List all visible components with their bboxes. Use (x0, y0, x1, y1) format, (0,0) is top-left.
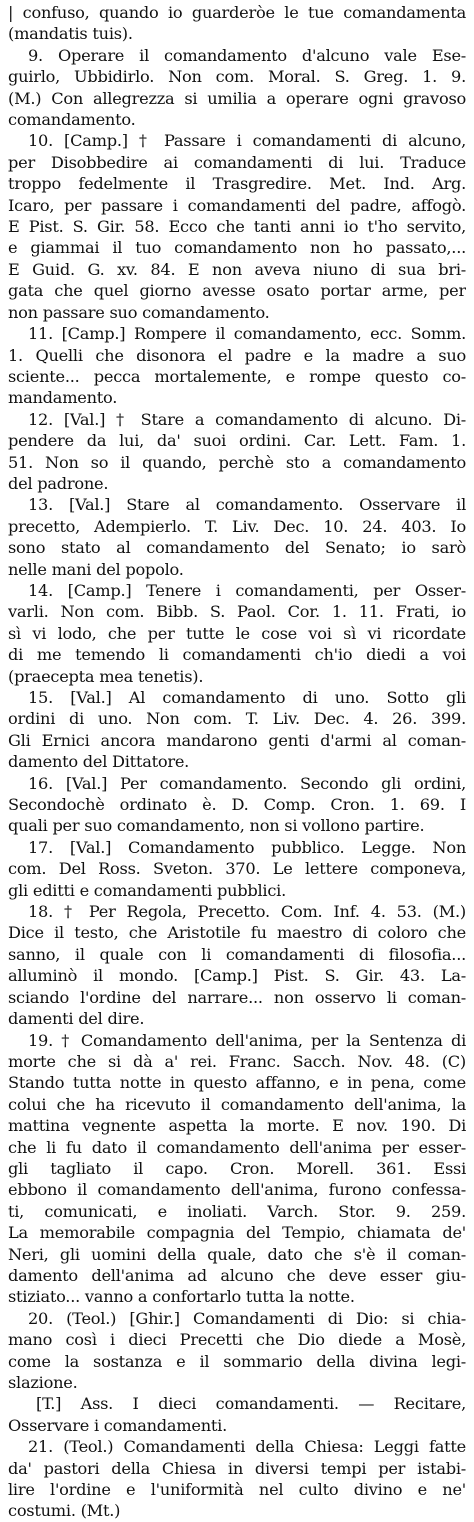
text-line: Stando tutta notte in questo affanno, e in pena, come (8, 1073, 466, 1093)
text-line: 51. Non so il quando, perchè sto a comandamento (8, 452, 466, 472)
text-line: 1. Quelli che disonora el padre e la madre a suo (8, 345, 466, 365)
entry-12-heading: 12. [Val.] † Stare a comandamento di alcuno. Di- (28, 409, 466, 429)
text-line: guirlo, Ubbidirlo. Non com. Moral. S. Greg. 1. 9. (8, 67, 466, 87)
text-line: E Pist. S. Gir. 58. Ecco che tanti anni io t'ho servito, (8, 217, 466, 237)
text-line: per Disobbedire ai comandamenti di lui. Traduce (8, 152, 466, 172)
text-line: colui che ha ricevuto il comandamento dell'anima, la (8, 1094, 466, 1114)
text-line: La memorabile compagnia del Tempio, chiamata de' (8, 1223, 466, 1243)
entry-21-heading: 21. (Teol.) Comandamenti della Chiesa: Leggi fatte (28, 1437, 466, 1457)
entry-14-heading: 14. [Camp.] Tenere i comandamenti, per Osser- (28, 580, 466, 600)
entry-16-heading: 16. [Val.] Per comandamento. Secondo gli ordini, (28, 773, 466, 793)
text-line: | confuso, quando io guarderòe le tue comandamenta (8, 3, 466, 22)
text-line: sì vi lodo, che per tutte le cose voi sì vi ricordate (8, 623, 466, 643)
text-line: Neri, gli uomini della quale, dato che s'è il coman- (8, 1244, 466, 1264)
text-line: damento del Dittatore. (8, 752, 190, 772)
text-line: Gli Ernici ancora mandarono genti d'armi al coman- (8, 730, 466, 750)
entry-11-heading: 11. [Camp.] Rompere il comandamento, ecc. Somm. (28, 324, 466, 344)
text-line: slazione. (8, 1373, 78, 1392)
entry-15-heading: 15. [Val.] Al comandamento di uno. Sotto gli (28, 688, 466, 707)
text-line: Icaro, per passare i comandamenti del padre, affogò. (8, 195, 466, 215)
entry-10-heading: 10. [Camp.] † Passare i comandamenti di alcuno, (28, 131, 466, 151)
text-line: ordini di uno. Non com. T. Liv. Dec. 4. 26. 399. (8, 709, 466, 729)
text-line: che li fu dato il comandamento dell'anima per esser- (8, 1137, 466, 1157)
text-line: sono stato al comandamento del Senato; io sarò (8, 538, 466, 558)
text-line: comandamento. (8, 110, 136, 130)
entry-13-heading: 13. [Val.] Stare al comandamento. Osservare il (28, 495, 466, 515)
text-line: pendere da lui, da' suoi ordini. Car. Lett. Fam. 1. (8, 431, 466, 451)
text-line: mattina vegnente aspetta la morte. E nov. 190. Di (8, 1116, 466, 1136)
text-line: (mandatis tuis). (8, 24, 133, 44)
text-line: (praecepta mea tenetis). (8, 666, 204, 686)
text-line: Dice il testo, che Aristotile fu maestro di coloro che (8, 923, 466, 943)
text-line: precetto, Adempierlo. T. Liv. Dec. 10. 24. 403. Io (8, 516, 466, 536)
text-line: di me temendo li comandamenti ch'io diedi a voi (8, 645, 466, 665)
text-line: lire l'ordine e l'uniformità nel culto divino e ne' (8, 1480, 466, 1500)
text-line: gli editti e comandamenti pubblici. (8, 880, 286, 900)
text-line: ebbono il comandamento dell'anima, furono confessa- (8, 1180, 466, 1200)
text-line: troppo fedelmente il Trasgredire. Met. Ind. Arg. (8, 174, 466, 194)
entry-18-heading: 18. † Per Regola, Precetto. Com. Inf. 4. 53. (M.) (28, 902, 466, 922)
text-line: come la sostanza e il sommario della divina legi- (8, 1351, 466, 1371)
text-line: alluminò il mondo. [Camp.] Pist. S. Gir. 43. La- (8, 966, 466, 986)
text-line: E Guid. G. xv. 84. E non aveva niuno di sua bri- (8, 259, 466, 279)
text-line: sanno, il quale con li comandamenti di filosofia... (8, 944, 466, 964)
text-line: varli. Non com. Bibb. S. Paol. Cor. 1. 11. Frati, io (8, 602, 466, 622)
text-line: mano così i dieci Precetti che Dio diede a Mosè, (8, 1330, 466, 1350)
text-line: da' pastori della Chiesa in diversi tempi per istabi- (8, 1458, 466, 1478)
text-line: ti, comunicati, e inoliati. Varch. Stor. 9. 259. (8, 1201, 466, 1221)
text-line: gata che quel giorno avesse osato portar arme, per (8, 281, 466, 301)
text-line: e giammai il tuo comandamento non ho passato,... (8, 238, 466, 258)
entry-20-heading: 20. (Teol.) [Ghir.] Comandamenti di Dio: si chia- (28, 1308, 466, 1328)
text-line: gli tagliato il capo. Cron. Morell. 361. Essi (8, 1158, 466, 1178)
text-line: com. Del Ross. Sveton. 370. Le lettere componeva, (8, 859, 466, 879)
text-line: sciando l'ordine del narrare... non osservo li coman- (8, 987, 466, 1007)
text-line: Osservare i comandamenti. (8, 1415, 227, 1435)
text-line: quali per suo comandamento, non si vollono partire. (8, 816, 425, 836)
text-line: del padrone. (8, 473, 109, 493)
text-line: (M.) Con allegrezza si umilia a operare ogni gravoso (8, 88, 466, 108)
text-line: nelle mani del popolo. (8, 559, 184, 579)
entry-19-heading: 19. † Comandamento dell'anima, per la Sentenza di (28, 1030, 466, 1050)
entry-9-heading: 9. Operare il comandamento d'alcuno vale Ese- (28, 45, 466, 65)
text-line: morte che si dà a' rei. Franc. Sacch. Nov. 48. (C) (8, 1051, 466, 1071)
entry-17-heading: 17. [Val.] Comandamento pubblico. Legge. Non (28, 837, 466, 857)
entry-20-subentry: [T.] Ass. I dieci comandamenti. — Recitare, (36, 1394, 466, 1414)
text-line: costumi. (Mt.) (8, 1501, 121, 1521)
text-line: non passare suo comandamento. (8, 302, 270, 322)
text-line: damenti del dire. (8, 1009, 145, 1029)
text-line: stiziato... vanno a confortarlo tutta la notte. (8, 1287, 355, 1307)
text-line: Secondochè ordinato è. D. Comp. Cron. 1. 69. I (8, 795, 466, 815)
text-line: sciente... pecca mortalemente, e rompe questo co- (8, 366, 466, 386)
text-line: mandamento. (8, 388, 118, 408)
text-line: damento dell'anima ad alcuno che deve esser giu- (8, 1265, 466, 1285)
